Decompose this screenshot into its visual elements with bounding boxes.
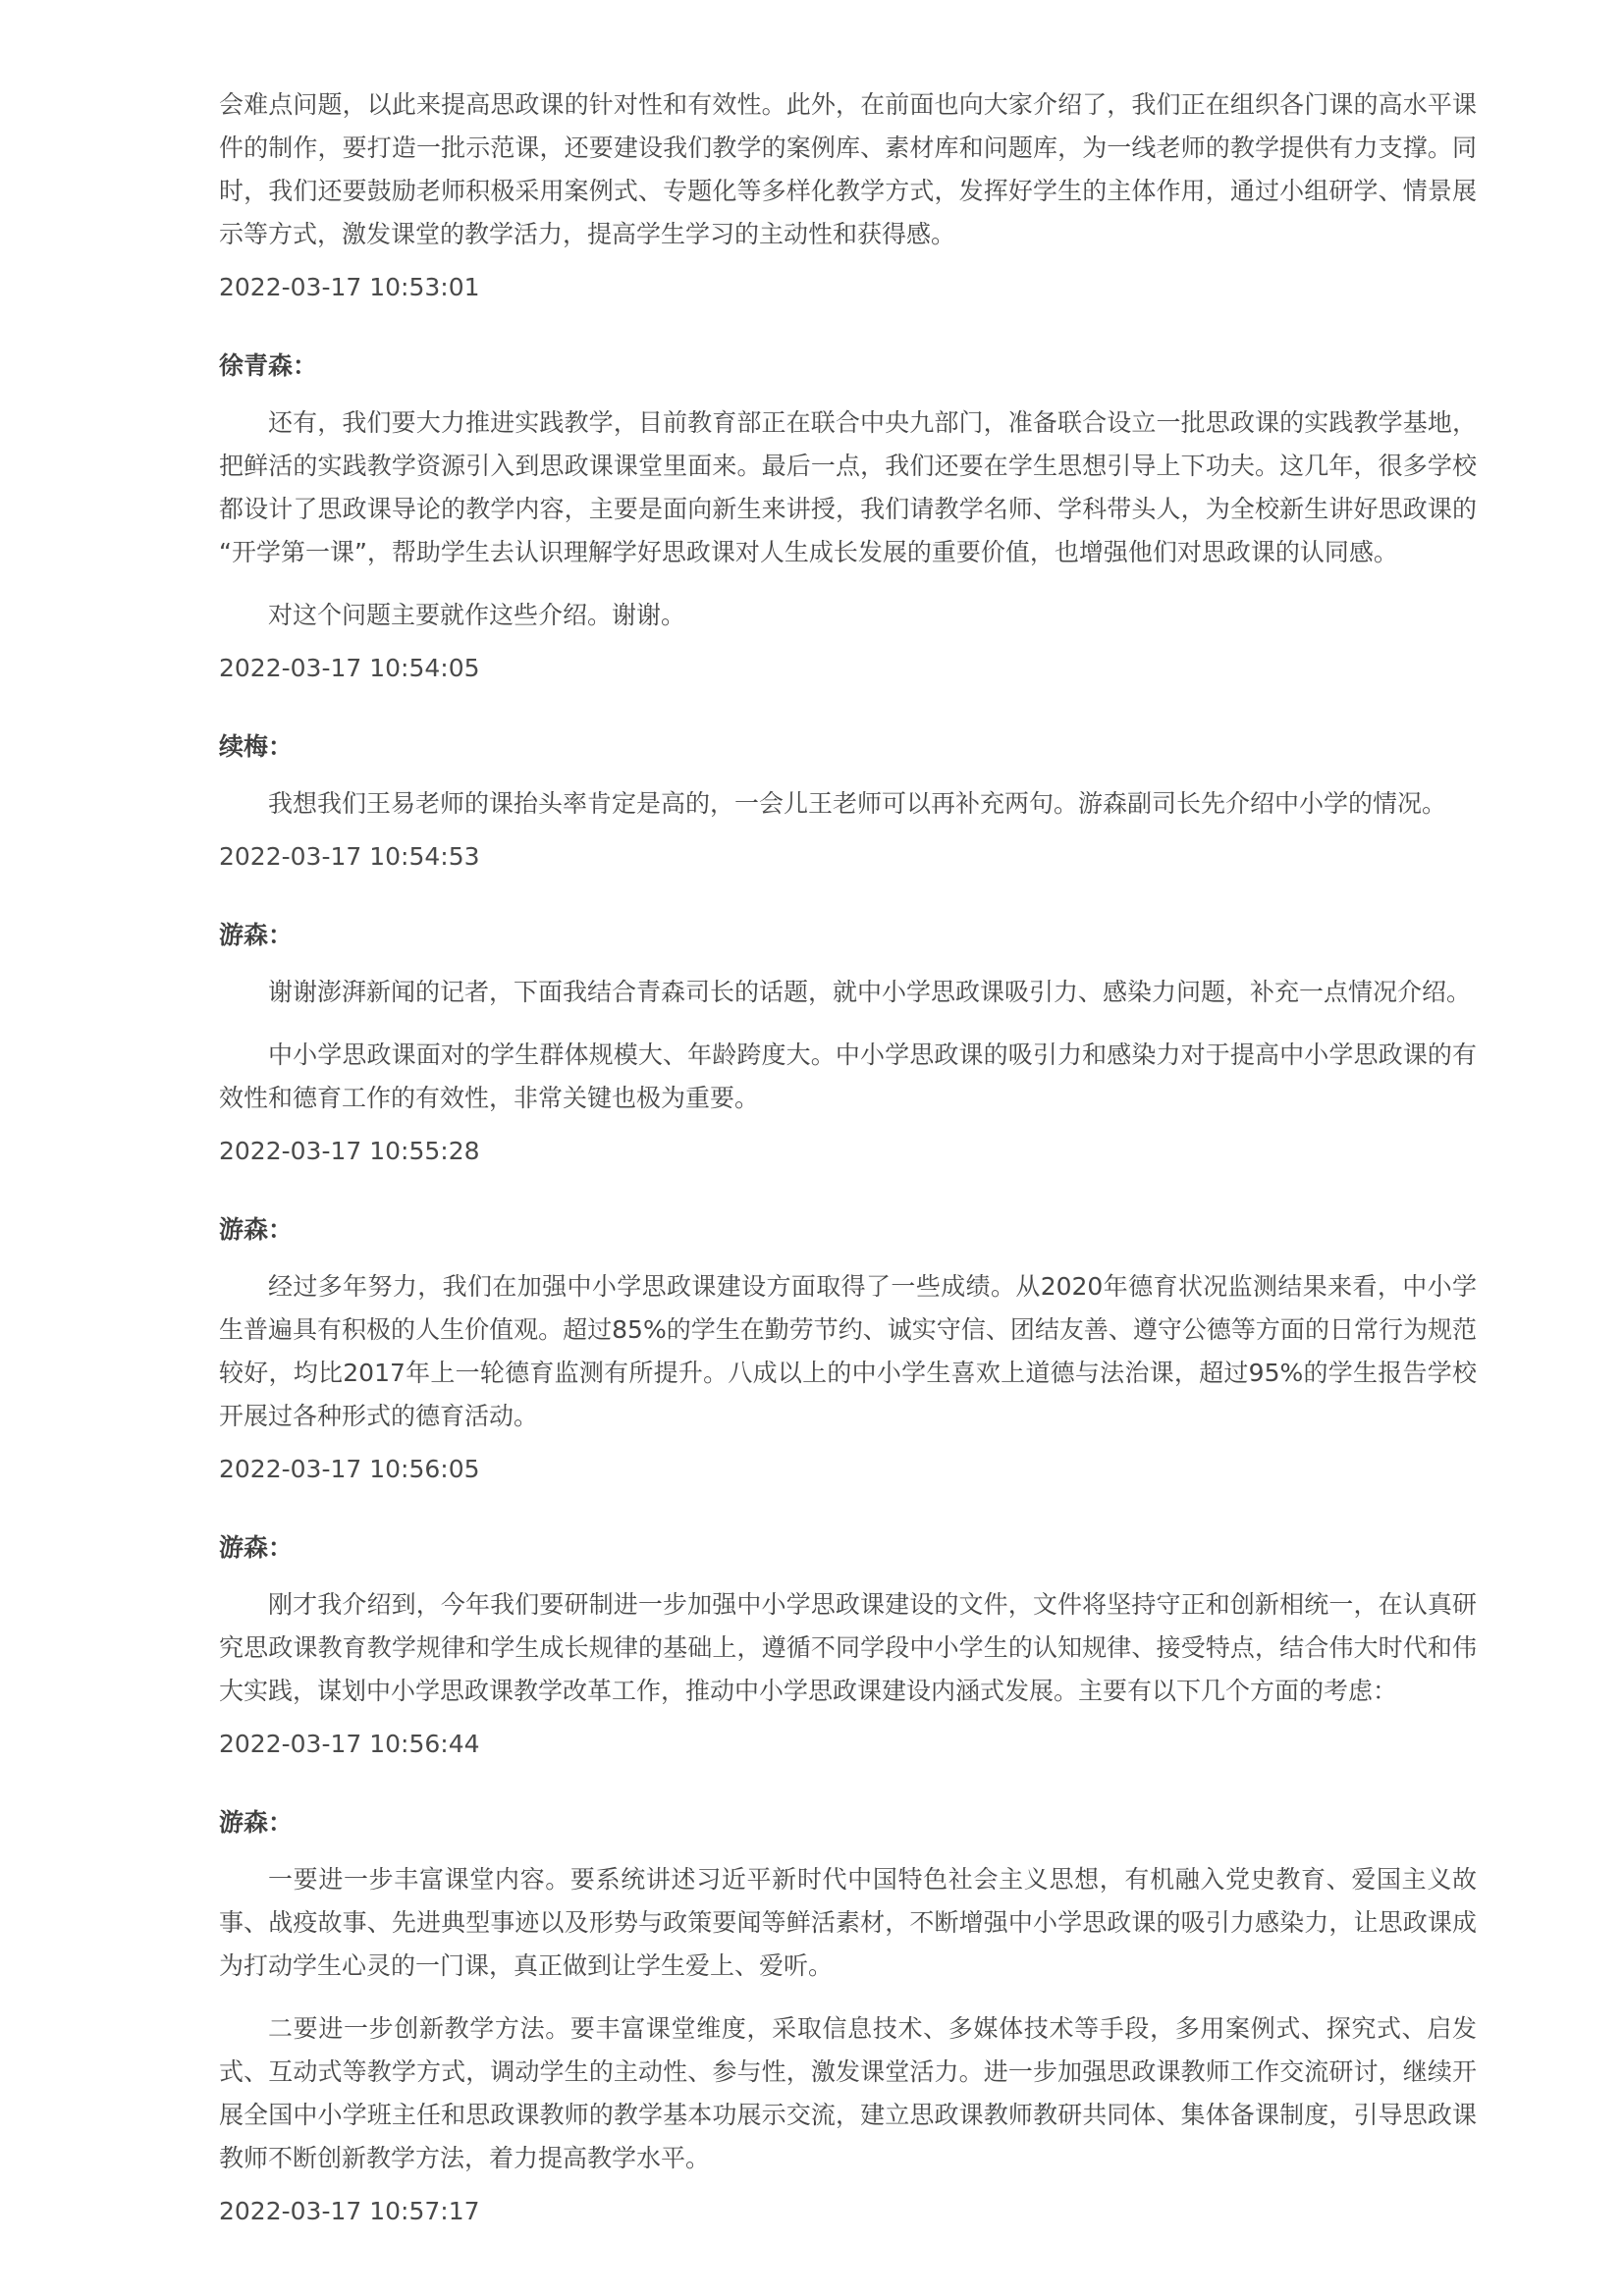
paragraph-text: 会难点问题，以此来提高思政课的针对性和有效性。此外，在前面也向大家介绍了，我们正在组织各门课的高水平课件的制作，要打造一批示范课，还要建设我们教学的案例库、素材库和问题库，为一线老师的教学提供有力支撑。同时，我们还要鼓励老师积极采用案例式、专题化等多样化教学方式，发挥好学生的主体作用，通过小组研学、情景展示等方式，激发课堂的教学活力，提高学生学习的主动性和获得感。 (219, 90, 1477, 248)
timestamp: 2022-03-17 10:56:05 (219, 1455, 480, 1483)
timestamp: 2022-03-17 10:54:05 (219, 654, 480, 682)
paragraph-group (219, 1583, 1477, 1713)
speaker-name: 游森： (219, 1533, 294, 1562)
timestamp: 2022-03-17 10:53:01 (219, 273, 480, 301)
transcript-section (219, 345, 1477, 690)
timestamp: 2022-03-17 10:56:44 (219, 1730, 480, 1758)
timestamp: 2022-03-17 10:55:28 (219, 1137, 480, 1165)
paragraph-text: 刚才我介绍到，今年我们要研制进一步加强中小学思政课建设的文件，文件将坚持守正和创新相统一，在认真研究思政课教育教学规律和学生成长规律的基础上，遵循不同学段中小学生的认知规律、接受特点，结合伟大时代和伟大实践，谋划中小学思政课教学改革工作，推动中小学思政课建设内涵式发展。主要有以下几个方面的考虑： (219, 1590, 1477, 1705)
transcript-section (219, 83, 1477, 309)
paragraph-text: 还有，我们要大力推进实践教学，目前教育部正在联合中央九部门，准备联合设立一批思政课的实践教学基地，把鲜活的实践教学资源引入到思政课课堂里面来。最后一点，我们还要在学生思想引导上下功夫。这几年，很多学校都设计了思政课导论的教学内容，主要是面向新生来讲授，我们请教学名师、学科带头人，为全校新生讲好思政课的“开学第一课”，帮助学生去认识理解学好思政课对人生成长发展的重要价值，也增强他们对思政课的认同感。 (219, 408, 1477, 566)
transcript-section (219, 914, 1477, 1173)
paragraph-text: 我想我们王易老师的课抬头率肯定是高的，一会儿王老师可以再补充两句。游森副司长先介绍中小学的情况。 (268, 789, 1447, 818)
paragraph-group (219, 401, 1477, 637)
paragraph-group (219, 1858, 1477, 2180)
speaker-name: 游森： (219, 1215, 294, 1244)
paragraph-group (219, 83, 1477, 256)
paragraph-text: 一要进一步丰富课堂内容。要系统讲述习近平新时代中国特色社会主义思想，有机融入党史教育、爱国主义故事、战疫故事、先进典型事迹以及形势与政策要闻等鲜活素材，不断增强中小学思政课的吸引力感染力，让思政课成为打动学生心灵的一门课，真正做到让学生爱上、爱听。 (219, 1865, 1477, 1980)
paragraph-group (219, 782, 1477, 826)
speaker-name: 游森： (219, 1808, 294, 1837)
paragraph-text: 对这个问题主要就作这些介绍。谢谢。 (268, 601, 686, 629)
transcript-section (219, 1208, 1477, 1491)
paragraph-group (219, 1265, 1477, 1438)
speaker-name: 续梅： (219, 732, 294, 761)
transcript-section (219, 1801, 1477, 2233)
transcript-section (219, 725, 1477, 879)
speaker-name: 徐青森： (219, 351, 318, 380)
timestamp: 2022-03-17 10:57:17 (219, 2197, 480, 2225)
paragraph-text: 经过多年努力，我们在加强中小学思政课建设方面取得了一些成绩。从2020年德育状况监测结果来看，中小学生普遍具有积极的人生价值观。超过85%的学生在勤劳节约、诚实守信、团结友善、遵守公德等方面的日常行为规范较好，均比2017年上一轮德育监测有所提升。八成以上的中小学生喜欢上道德与法治课，超过95%的学生报告学校开展过各种形式的德育活动。 (219, 1272, 1477, 1430)
paragraph-group (219, 971, 1477, 1120)
paragraph-text: 谢谢澎湃新闻的记者，下面我结合青森司长的话题，就中小学思政课吸引力、感染力问题，补充一点情况介绍。 (268, 978, 1472, 1006)
transcript-section (219, 1526, 1477, 1766)
paragraph-text: 中小学思政课面对的学生群体规模大、年龄跨度大。中小学思政课的吸引力和感染力对于提高中小学思政课的有效性和德育工作的有效性，非常关键也极为重要。 (219, 1041, 1477, 1112)
timestamp: 2022-03-17 10:54:53 (219, 842, 480, 871)
paragraph-text: 二要进一步创新教学方法。要丰富课堂维度，采取信息技术、多媒体技术等手段，多用案例式、探究式、启发式、互动式等教学方式，调动学生的主动性、参与性，激发课堂活力。进一步加强思政课教师工作交流研讨，继续开展全国中小学班主任和思政课教师的教学基本功展示交流，建立思政课教师教研共同体、集体备课制度，引导思政课教师不断创新教学方法，着力提高教学水平。 (219, 2014, 1477, 2172)
speaker-name: 游森： (219, 921, 294, 949)
